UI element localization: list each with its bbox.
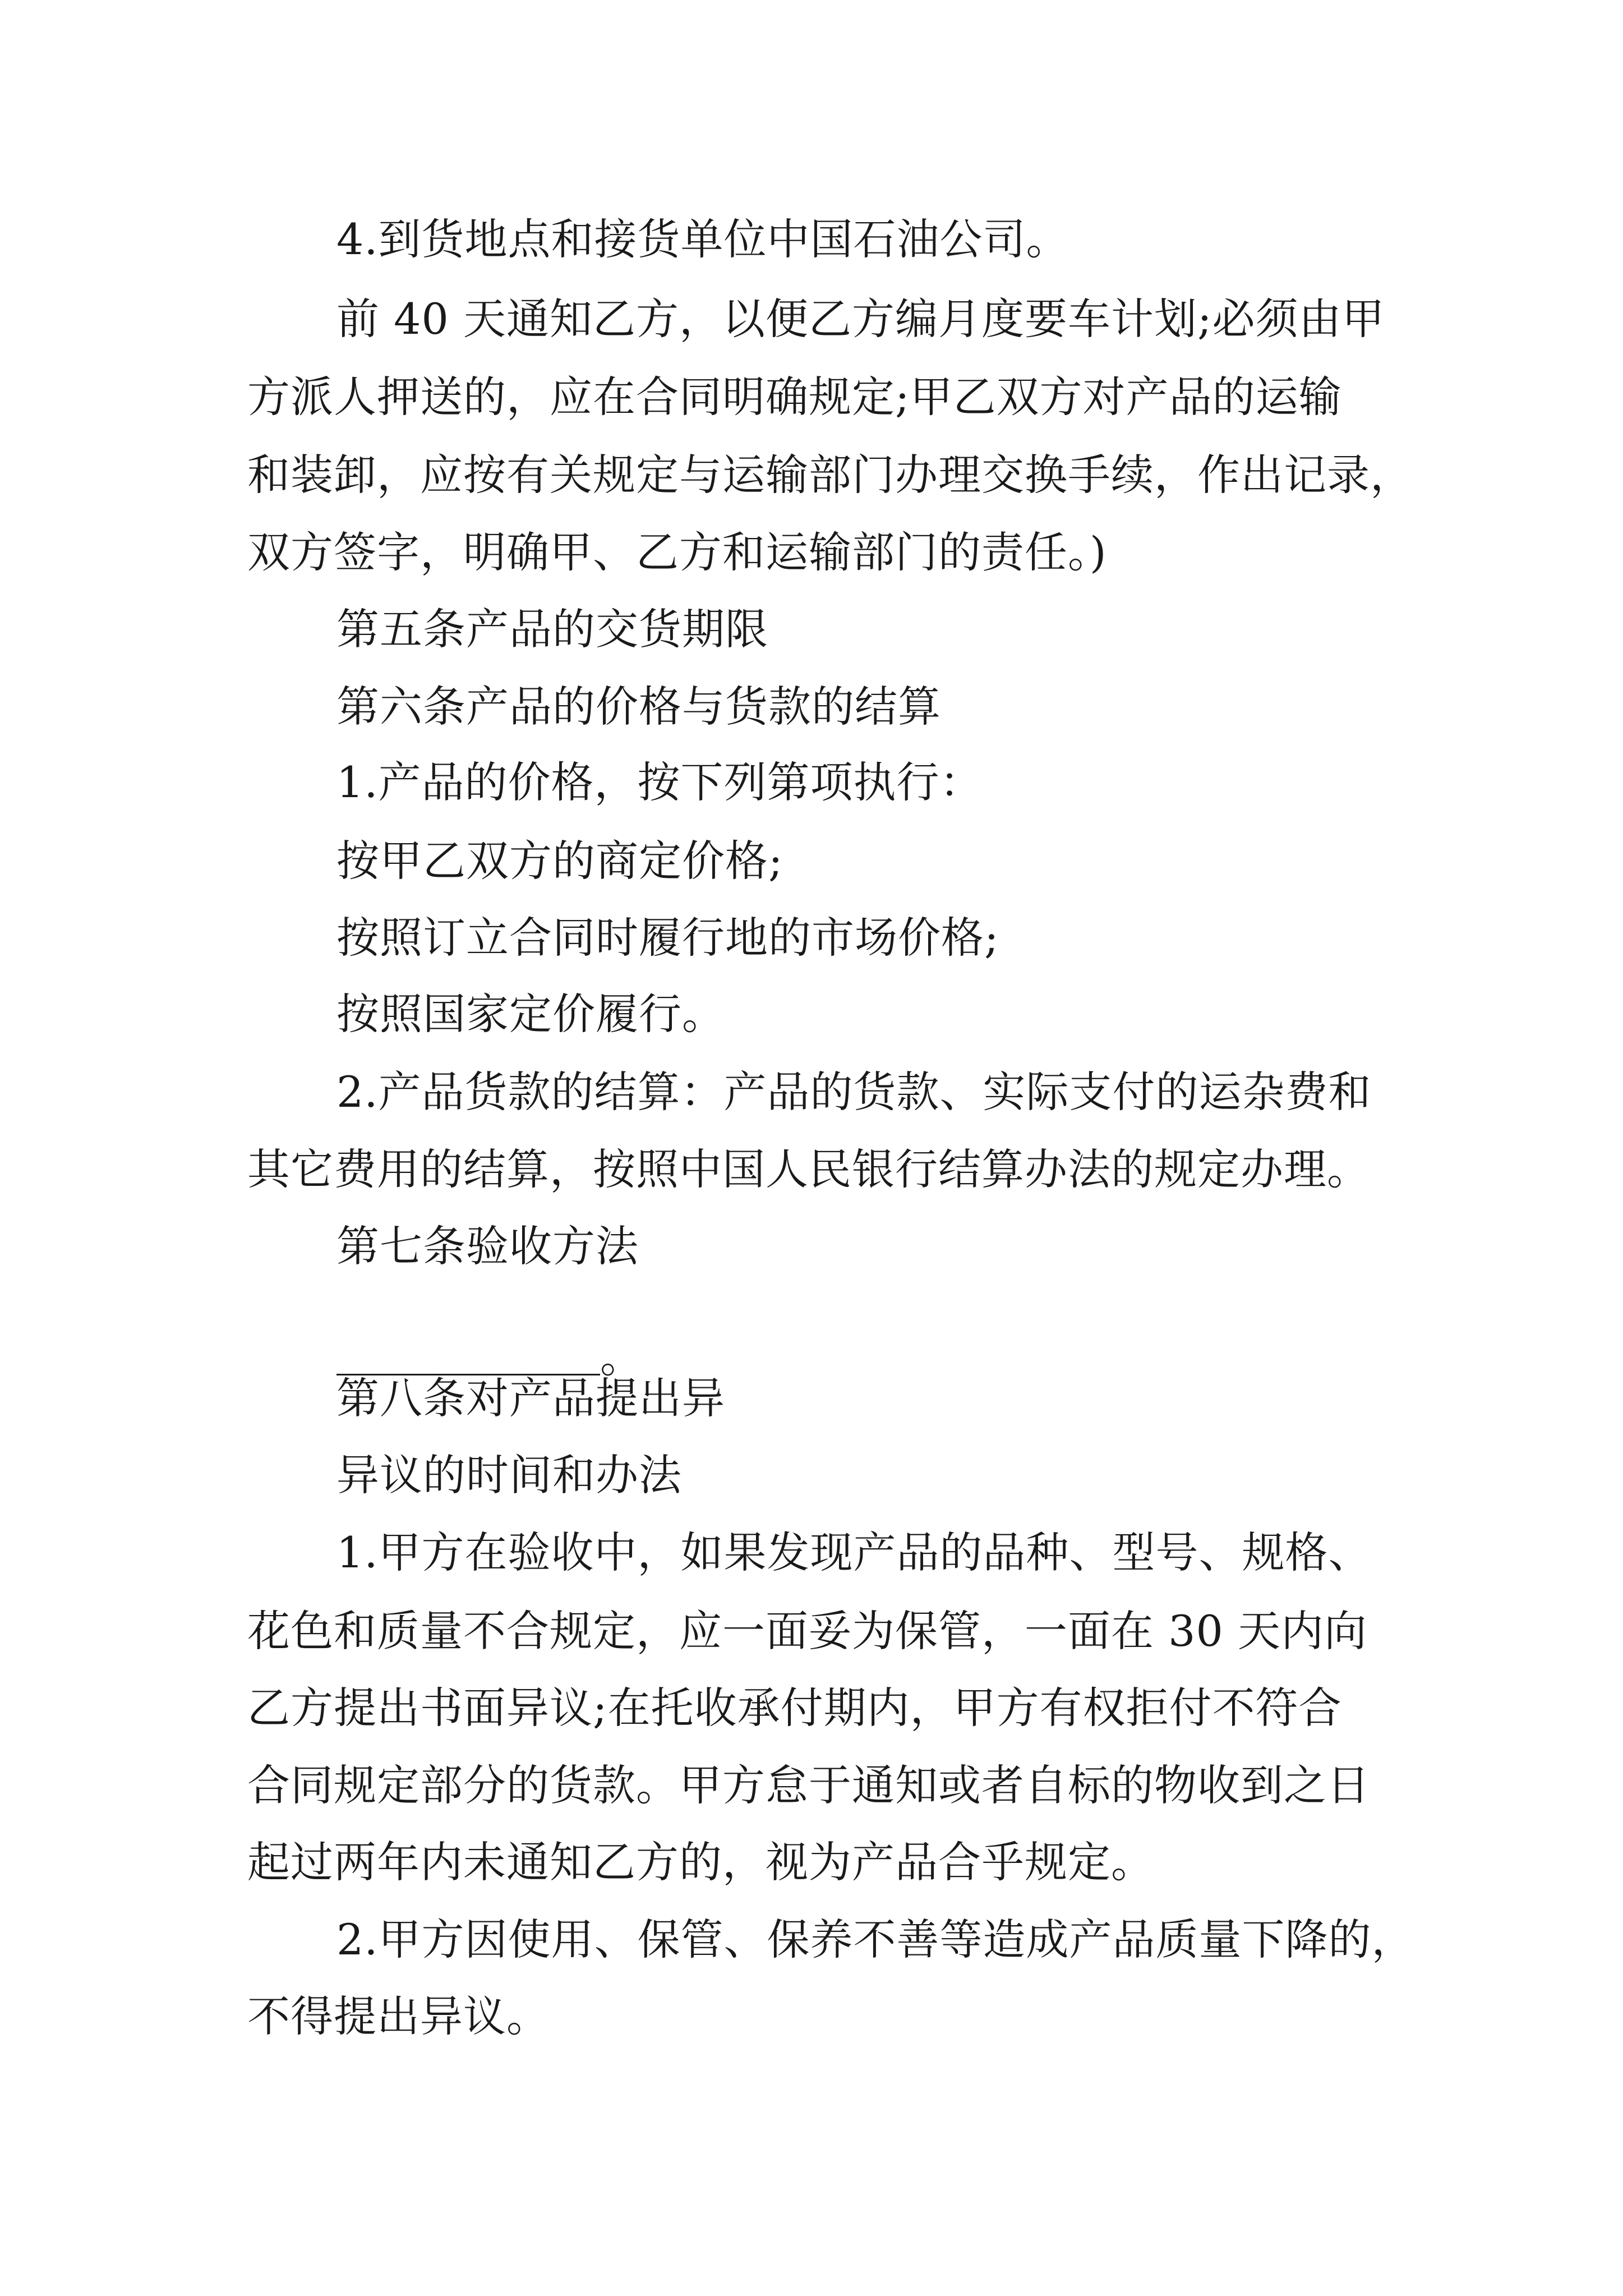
section-heading: 第六条产品的价格与货款的结算 [336,682,941,731]
text-line: 双方签字，明确甲、乙方和运输部门的责任。) [247,527,1107,577]
text-line: 2.甲方因使用、保管、保养不善等造成产品质量下降的， [336,1915,1415,1964]
text-line: 按甲乙双方的商定价格; [336,836,783,886]
text-line: 按照国家定价履行。 [336,989,725,1039]
text-line: 乙方提出书面异议;在托收承付期内，甲方有权拒付不符合 [247,1683,1342,1733]
text-line: 按照订立合同时履行地的市场价格; [336,913,999,963]
section-heading: 异议的时间和办法 [336,1450,682,1500]
text-line: 前 40 天通知乙方，以便乙方编月度要车计划;必须由甲 [336,294,1385,344]
text-line: 其它费用的结算，按照中国人民银行结算办法的规定办理。 [247,1144,1370,1194]
text-line: 方派人押送的，应在合同明确规定;甲乙双方对产品的运输 [247,372,1342,422]
blank-tail-punctuation: 。 [600,1332,643,1382]
text-line: 2.产品货款的结算：产品的货款、实际支付的运杂费和 [336,1067,1372,1117]
text-line: 1.甲方在验收中，如果发现产品的品种、型号、规格、 [336,1527,1372,1577]
text-line: 4.到货地点和接货单位中国石油公司。 [336,214,1069,264]
section-heading: 第八条对产品提出异 [336,1373,725,1423]
text-line: 不得提出异议。 [247,1991,550,2041]
text-line: 起过两年内未通知乙方的，视为产品合乎规定。 [247,1837,1154,1887]
text-line: 1.产品的价格，按下列第项执行： [336,757,983,807]
section-heading: 第七条验收方法 [336,1221,639,1271]
section-heading: 第五条产品的交货期限 [336,604,768,654]
text-line: 花色和质量不合规定，应一面妥为保管，一面在 30 天内向 [247,1606,1368,1656]
text-line: 和装卸，应按有关规定与运输部门办理交换手续，作出记录， [247,450,1413,500]
text-line: 合同规定部分的货款。甲方怠于通知或者自标的物收到之日 [247,1760,1370,1810]
